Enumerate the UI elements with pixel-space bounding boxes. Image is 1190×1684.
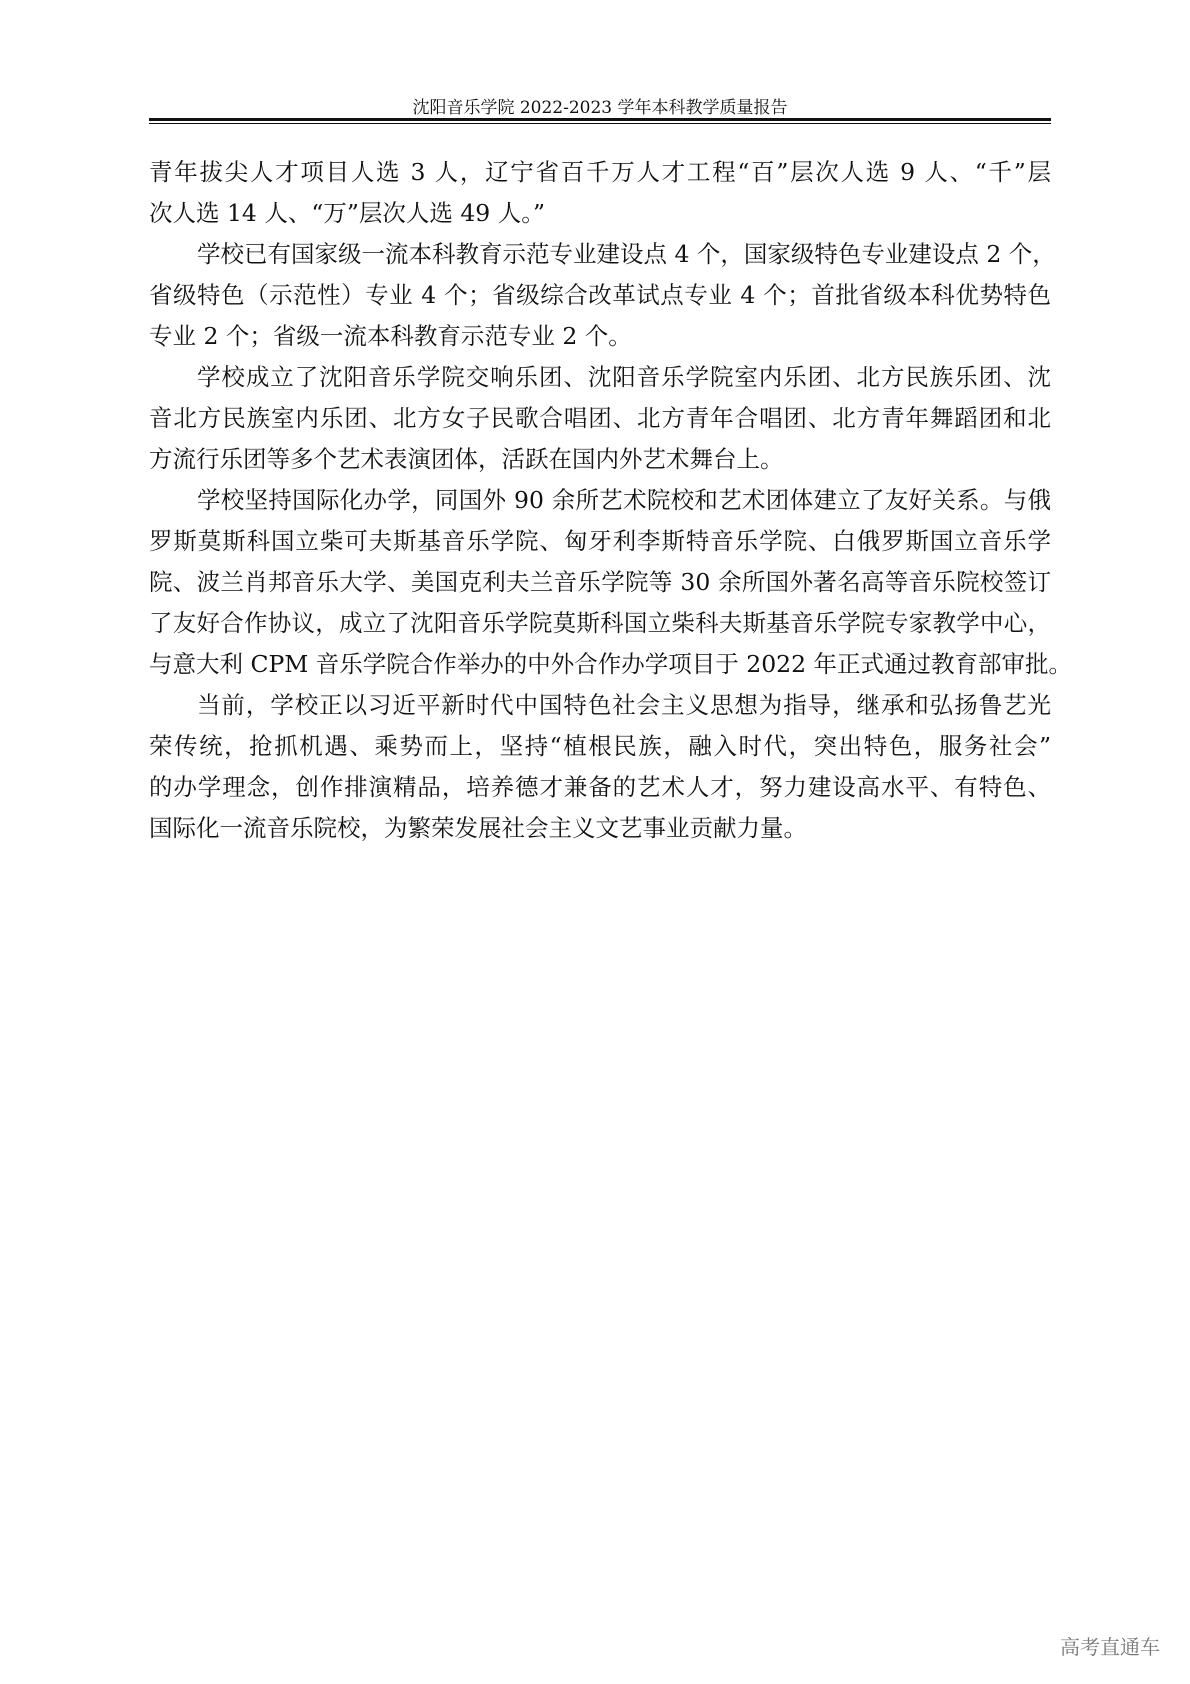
paragraph-line: 学校坚持国际化办学，同国外 90 余所艺术院校和艺术团体建立了友好关系。与俄 xyxy=(197,486,1051,514)
paragraph-line: 青年拔尖人才项目人选 3 人，辽宁省百千万人才工程“百”层次人选 9 人、“千”层 xyxy=(149,158,1051,186)
paragraph-line: 罗斯莫斯科国立柴可夫斯基音乐学院、匈牙利李斯特音乐学院、白俄罗斯国立音乐学 xyxy=(149,527,1051,555)
paragraph-line: 专业 2 个；省级一流本科教育示范专业 2 个。 xyxy=(149,322,632,350)
paragraph-line: 次人选 14 人、“万”层次人选 49 人。” xyxy=(149,199,545,227)
paragraph xyxy=(149,480,1073,685)
paragraph xyxy=(149,357,1051,480)
paragraph-line: 省级特色（示范性）专业 4 个；省级综合改革试点专业 4 个；首批省级本科优势特色 xyxy=(149,281,1051,309)
paragraph-line: 院、波兰肖邦音乐大学、美国克利夫兰音乐学院等 30 余所国外著名高等音乐院校签订 xyxy=(149,568,1051,596)
header-rule-thick xyxy=(149,118,1051,121)
paragraph xyxy=(149,152,1051,234)
paragraph-line: 与意大利 CPM 音乐学院合作举办的中外合作办学项目于 2022 年正式通过教育部审批。 xyxy=(149,650,1073,678)
paragraph-line: 学校成立了沈阳音乐学院交响乐团、沈阳音乐学院室内乐团、北方民族乐团、沈 xyxy=(197,363,1051,391)
document-body xyxy=(149,152,1073,849)
paragraph xyxy=(149,685,1051,849)
watermark: 高考直通车 xyxy=(1060,1635,1160,1659)
paragraph-line: 当前，学校正以习近平新时代中国特色社会主义思想为指导，继承和弘扬鲁艺光 xyxy=(197,691,1051,719)
paragraph-line: 方流行乐团等多个艺术表演团体，活跃在国内外艺术舞台上。 xyxy=(149,445,784,473)
paragraph-line: 学校已有国家级一流本科教育示范专业建设点 4 个，国家级特色专业建设点 2 个， xyxy=(197,240,1056,268)
paragraph-line: 了友好合作协议，成立了沈阳音乐学院莫斯科国立柴科夫斯基音乐学院专家教学中心， xyxy=(149,609,1051,637)
paragraph xyxy=(149,234,1056,357)
running-header: 沈阳音乐学院 2022-2023 学年本科教学质量报告 xyxy=(412,98,788,118)
paragraph-line: 国际化一流音乐院校，为繁荣发展社会主义文艺事业贡献力量。 xyxy=(149,814,807,842)
paragraph-line: 的办学理念，创作排演精品，培养德才兼备的艺术人才，努力建设高水平、有特色、 xyxy=(149,773,1051,801)
paragraph-line: 音北方民族室内乐团、北方女子民歌合唱团、北方青年合唱团、北方青年舞蹈团和北 xyxy=(149,404,1051,432)
paragraph-line: 荣传统，抢抓机遇、乘势而上，坚持“植根民族，融入时代，突出特色，服务社会” xyxy=(149,732,1051,760)
header-rule-thin xyxy=(149,123,1051,124)
